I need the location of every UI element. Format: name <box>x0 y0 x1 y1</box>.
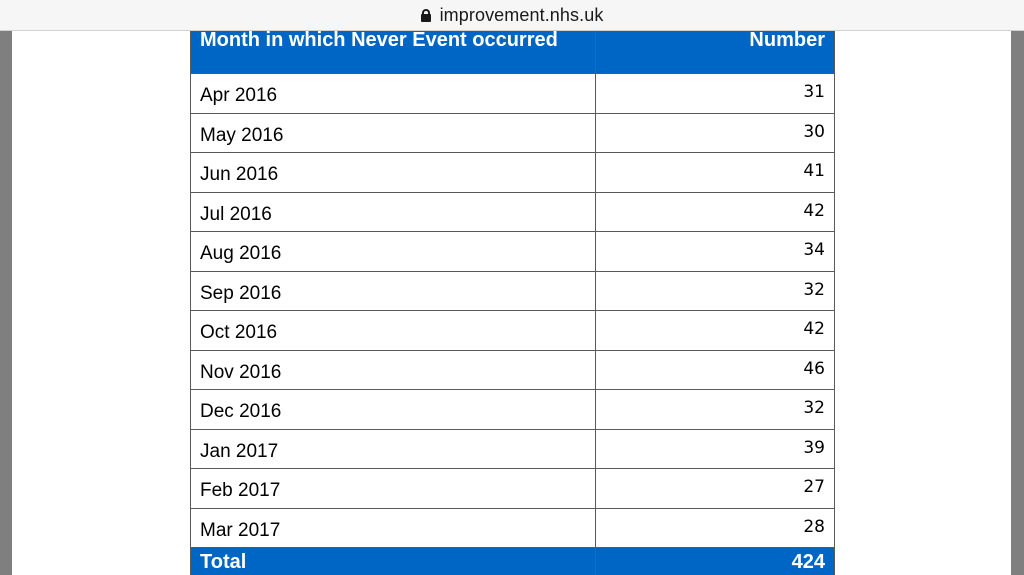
address-bar[interactable] <box>0 0 1024 31</box>
row-number: 32 <box>596 390 835 430</box>
row-month: Dec 2016 <box>191 390 596 430</box>
table-row <box>191 350 835 390</box>
total-label: Total <box>191 548 596 575</box>
url-text[interactable]: improvement.nhs.uk <box>439 4 604 25</box>
total-row <box>191 548 835 575</box>
column-header-month: Month in which Never Event occurred <box>191 31 596 74</box>
row-number: 46 <box>596 350 835 390</box>
row-month: Feb 2017 <box>191 469 596 509</box>
total-value: 424 <box>596 548 835 575</box>
lock-icon <box>421 9 431 22</box>
row-number: 41 <box>596 153 835 193</box>
row-month: Jun 2016 <box>191 153 596 193</box>
row-number: 32 <box>596 271 835 311</box>
row-month: May 2016 <box>191 113 596 153</box>
page-content <box>12 31 1011 575</box>
row-number: 39 <box>596 429 835 469</box>
table-row <box>191 232 835 272</box>
table-row <box>191 390 835 430</box>
row-number: 27 <box>596 469 835 509</box>
table-row <box>191 508 835 548</box>
never-events-table <box>190 31 835 575</box>
table-row <box>191 192 835 232</box>
table-row <box>191 311 835 351</box>
row-month: Oct 2016 <box>191 311 596 351</box>
row-number: 28 <box>596 508 835 548</box>
row-number: 31 <box>596 74 835 114</box>
table-row <box>191 271 835 311</box>
column-header-number: Number <box>596 31 835 74</box>
table-row <box>191 429 835 469</box>
row-month: Mar 2017 <box>191 508 596 548</box>
row-month: Jul 2016 <box>191 192 596 232</box>
table-row <box>191 113 835 153</box>
row-month: Jan 2017 <box>191 429 596 469</box>
table-row <box>191 153 835 193</box>
row-month: Nov 2016 <box>191 350 596 390</box>
row-number: 30 <box>596 113 835 153</box>
row-number: 42 <box>596 192 835 232</box>
table-header-row <box>191 31 835 74</box>
row-number: 34 <box>596 232 835 272</box>
table-row <box>191 74 835 114</box>
row-month: Apr 2016 <box>191 74 596 114</box>
row-number: 42 <box>596 311 835 351</box>
row-month: Aug 2016 <box>191 232 596 272</box>
table-row <box>191 469 835 509</box>
row-month: Sep 2016 <box>191 271 596 311</box>
